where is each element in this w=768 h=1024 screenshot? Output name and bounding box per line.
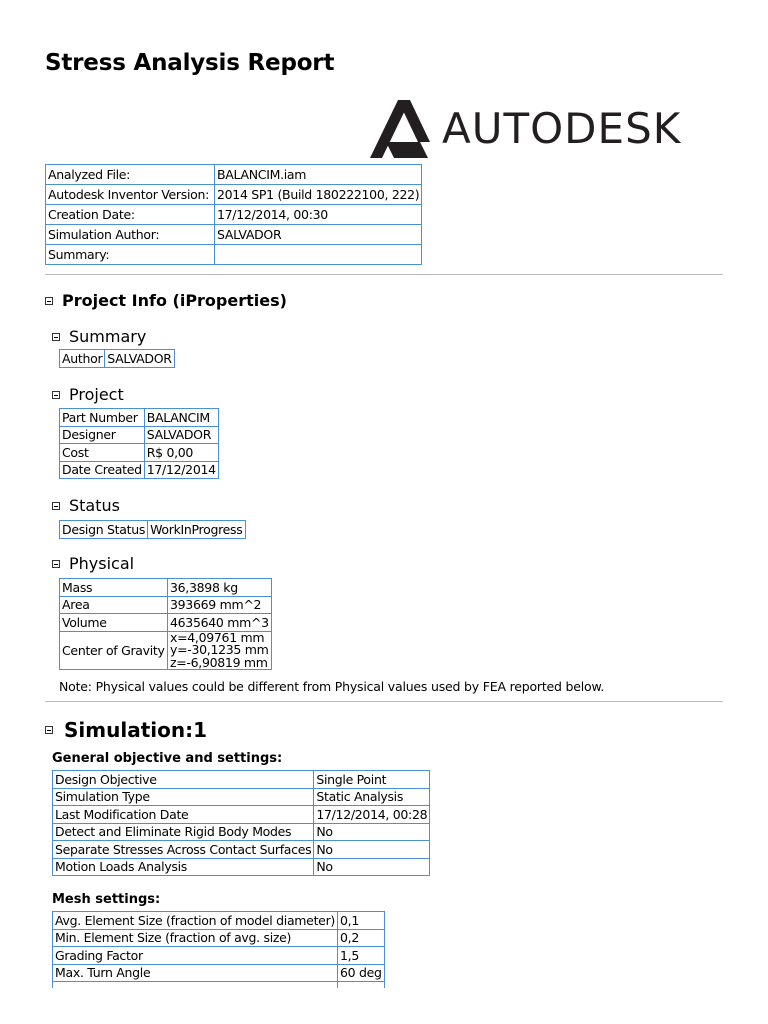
- property-value: 4635640 mm^3: [168, 614, 272, 632]
- property-value: BALANCIM: [144, 409, 218, 427]
- property-label: Date Created: [60, 461, 145, 479]
- property-label: Designer: [60, 426, 145, 444]
- table-row: [60, 350, 175, 368]
- property-label: Center of Gravity: [60, 631, 168, 670]
- logo-wordmark: AUTODESK: [442, 104, 682, 153]
- collapse-icon[interactable]: [45, 297, 53, 305]
- table-cell: [53, 982, 338, 989]
- property-value: 36,3898 kg: [168, 579, 272, 597]
- setting-value: Static Analysis: [314, 788, 430, 806]
- physical-header[interactable]: [52, 554, 134, 573]
- table-row: [60, 596, 272, 614]
- setting-value: 0,2: [338, 929, 385, 947]
- setting-label: Grading Factor: [53, 947, 338, 965]
- physical-note: Note: Physical values could be different from Physical values used by FEA reported below.: [59, 679, 605, 694]
- file-info-label: Analyzed File:: [46, 165, 215, 185]
- setting-value: 60 deg: [338, 964, 385, 982]
- setting-label: Design Objective: [53, 771, 314, 789]
- report-title: Stress Analysis Report: [45, 50, 335, 76]
- table-row: [60, 631, 272, 670]
- table-row: [53, 929, 385, 947]
- simulation-header[interactable]: [45, 718, 207, 742]
- table-cell: [338, 982, 385, 989]
- setting-value: 17/12/2014, 00:28: [314, 806, 430, 824]
- setting-value: Single Point: [314, 771, 430, 789]
- file-info-label: Simulation Author:: [46, 225, 215, 245]
- section-title: Project Info (iProperties): [62, 291, 287, 310]
- table-row: [53, 858, 430, 876]
- table-row: [53, 912, 385, 930]
- autodesk-logo: [368, 100, 681, 158]
- property-value: 393669 mm^2: [168, 596, 272, 614]
- property-label: Part Number: [60, 409, 145, 427]
- summary-header[interactable]: [52, 327, 146, 346]
- table-row: [60, 426, 219, 444]
- cog-x: x=4,09761 mm: [170, 629, 265, 645]
- setting-label: Max. Turn Angle: [53, 964, 338, 982]
- table-row: [60, 521, 246, 539]
- table-row: [53, 982, 385, 989]
- property-label: Author: [60, 350, 105, 368]
- table-row: [60, 444, 219, 462]
- mesh-settings-heading: Mesh settings:: [52, 892, 161, 907]
- property-label: Area: [60, 596, 168, 614]
- cog-z: z=-6,90819 mm: [170, 654, 268, 670]
- general-settings-table: [52, 770, 430, 876]
- section-title: Simulation:1: [64, 718, 207, 742]
- file-info-table: [45, 164, 422, 265]
- setting-value: 1,5: [338, 947, 385, 965]
- subsection-title: Physical: [69, 554, 135, 573]
- property-value: SALVADOR: [144, 426, 218, 444]
- setting-label: Detect and Eliminate Rigid Body Modes: [53, 823, 314, 841]
- setting-label: Simulation Type: [53, 788, 314, 806]
- mesh-settings-table: [52, 911, 385, 988]
- property-value: [168, 631, 272, 670]
- property-label: Cost: [60, 444, 145, 462]
- divider: [45, 274, 723, 275]
- file-info-value: SALVADOR: [215, 225, 422, 245]
- project-table: [59, 408, 219, 479]
- divider: [45, 701, 723, 702]
- status-header[interactable]: [52, 496, 120, 515]
- collapse-icon[interactable]: [45, 726, 53, 734]
- property-value: R$ 0,00: [144, 444, 218, 462]
- setting-label: Min. Element Size (fraction of avg. size): [53, 929, 338, 947]
- table-row: [53, 964, 385, 982]
- table-row: [53, 823, 430, 841]
- table-row: [46, 165, 422, 185]
- table-row: [46, 205, 422, 225]
- physical-table: [59, 578, 272, 670]
- property-value: WorkInProgress: [148, 521, 245, 539]
- autodesk-a-icon: [368, 100, 430, 158]
- table-row: [53, 771, 430, 789]
- setting-value: No: [314, 841, 430, 859]
- file-info-value: BALANCIM.iam: [215, 165, 422, 185]
- property-label: Mass: [60, 579, 168, 597]
- summary-table: [59, 349, 175, 368]
- property-label: Volume: [60, 614, 168, 632]
- subsection-title: Status: [69, 496, 120, 515]
- setting-label: Last Modification Date: [53, 806, 314, 824]
- file-info-label: Creation Date:: [46, 205, 215, 225]
- cog-y: y=-30,1235 mm: [170, 642, 269, 657]
- collapse-icon[interactable]: [52, 333, 60, 341]
- table-row: [46, 225, 422, 245]
- general-settings-heading: General objective and settings:: [52, 751, 283, 766]
- status-table: [59, 520, 246, 539]
- table-row: [53, 947, 385, 965]
- table-row: [60, 614, 272, 632]
- file-info-value: 17/12/2014, 00:30: [215, 205, 422, 225]
- project-header[interactable]: [52, 385, 124, 404]
- file-info-value: [215, 245, 422, 265]
- file-info-label: Summary:: [46, 245, 215, 265]
- table-row: [53, 806, 430, 824]
- subsection-title: Summary: [69, 327, 147, 346]
- property-value: SALVADOR: [105, 350, 174, 368]
- file-info-value: 2014 SP1 (Build 180222100, 222): [215, 185, 422, 205]
- collapse-icon[interactable]: [52, 560, 60, 568]
- property-label: Design Status: [60, 521, 148, 539]
- table-row: [60, 579, 272, 597]
- table-row: [53, 788, 430, 806]
- table-row: [46, 245, 422, 265]
- collapse-icon[interactable]: [52, 391, 60, 399]
- collapse-icon[interactable]: [52, 502, 60, 510]
- setting-value: No: [314, 858, 430, 876]
- setting-value: 0,1: [338, 912, 385, 930]
- setting-label: Motion Loads Analysis: [53, 858, 314, 876]
- table-row: [53, 841, 430, 859]
- table-row: [46, 185, 422, 205]
- setting-value: No: [314, 823, 430, 841]
- table-row: [60, 409, 219, 427]
- setting-label: Separate Stresses Across Contact Surfaces: [53, 841, 314, 859]
- file-info-label: Autodesk Inventor Version:: [46, 185, 215, 205]
- property-value: 17/12/2014: [144, 461, 218, 479]
- table-row: [60, 461, 219, 479]
- setting-label: Avg. Element Size (fraction of model diameter): [53, 912, 338, 930]
- project-info-header[interactable]: [45, 291, 287, 310]
- subsection-title: Project: [69, 385, 124, 404]
